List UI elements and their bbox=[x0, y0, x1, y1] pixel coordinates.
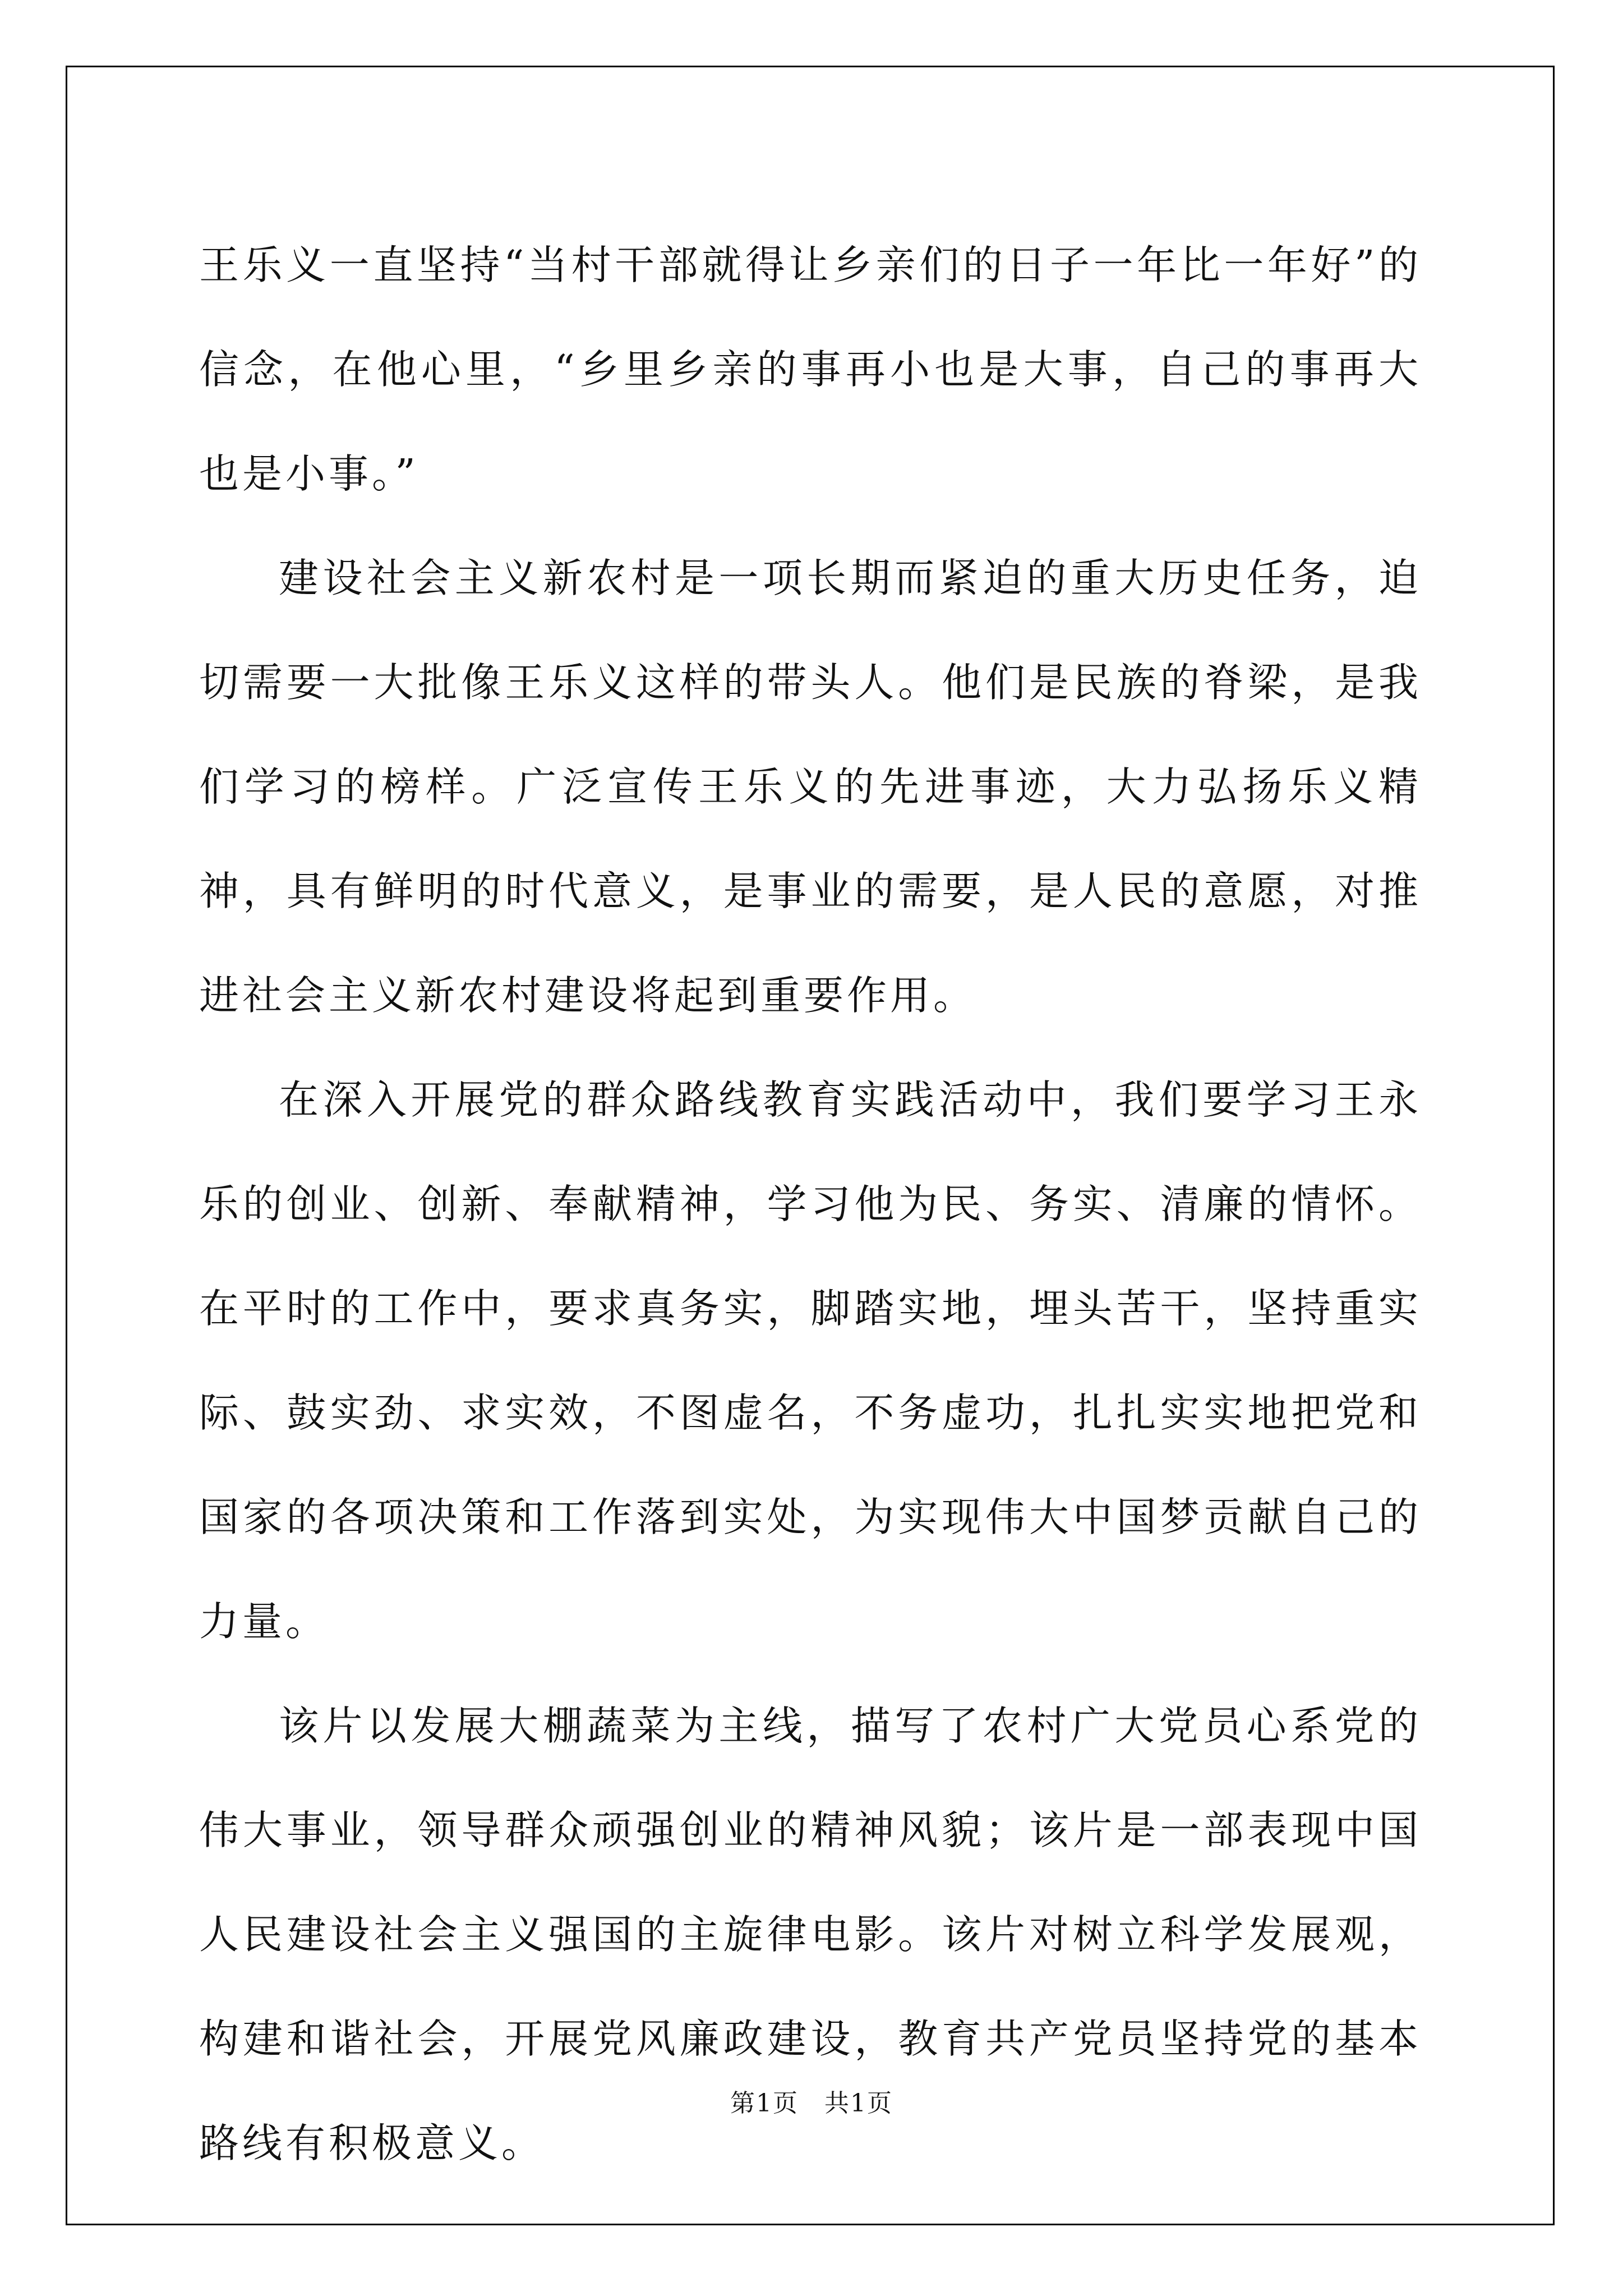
document-body bbox=[199, 213, 1422, 2196]
page-number: 第1页 共1页 bbox=[730, 2089, 893, 2118]
paragraph-2: 建设社会主义新农村是一项长期而紧迫的重大历史任务，迫切需要一大批像王乐义这样的带头人。他们是民族的脊梁，是我们学习的榜样。广泛宣传王乐义的先进事迹，大力弘扬乐义精神，具有鲜明的时代意义，是事业的需要，是人民的意愿，对推进社会主义新农村建设将起到重要作用。 bbox=[199, 555, 1422, 1019]
paragraph-3: 在深入开展党的群众路线教育实践活动中，我们要学习王永乐的创业、创新、奉献精神，学习他为民、务实、清廉的情怀。在平时的工作中，要求真务实，脚踏实地，埋头苦干，坚持重实际、鼓实劲、求实效，不图虚名，不务虚功，扎扎实实地把党和国家的各项决策和工作落到实处，为实现伟大中国梦贡献自己的力量。 bbox=[199, 1076, 1422, 1645]
page-footer bbox=[0, 2087, 1623, 2120]
paragraph-4: 该片以发展大棚蔬菜为主线，描写了农村广大党员心系党的伟大事业，领导群众顽强创业的精神风貌；该片是一部表现中国人民建设社会主义强国的主旋律电影。该片对树立科学发展观，构建和谐社会，开展党风廉政建设，教育共产党员坚持党的基本路线有积极意义。 bbox=[199, 1703, 1422, 2166]
paragraph-1: 王乐义一直坚持“当村干部就得让乡亲们的日子一年比一年好”的信念，在他心里，“乡里乡亲的事再小也是大事，自己的事再大也是小事。” bbox=[199, 242, 1422, 497]
